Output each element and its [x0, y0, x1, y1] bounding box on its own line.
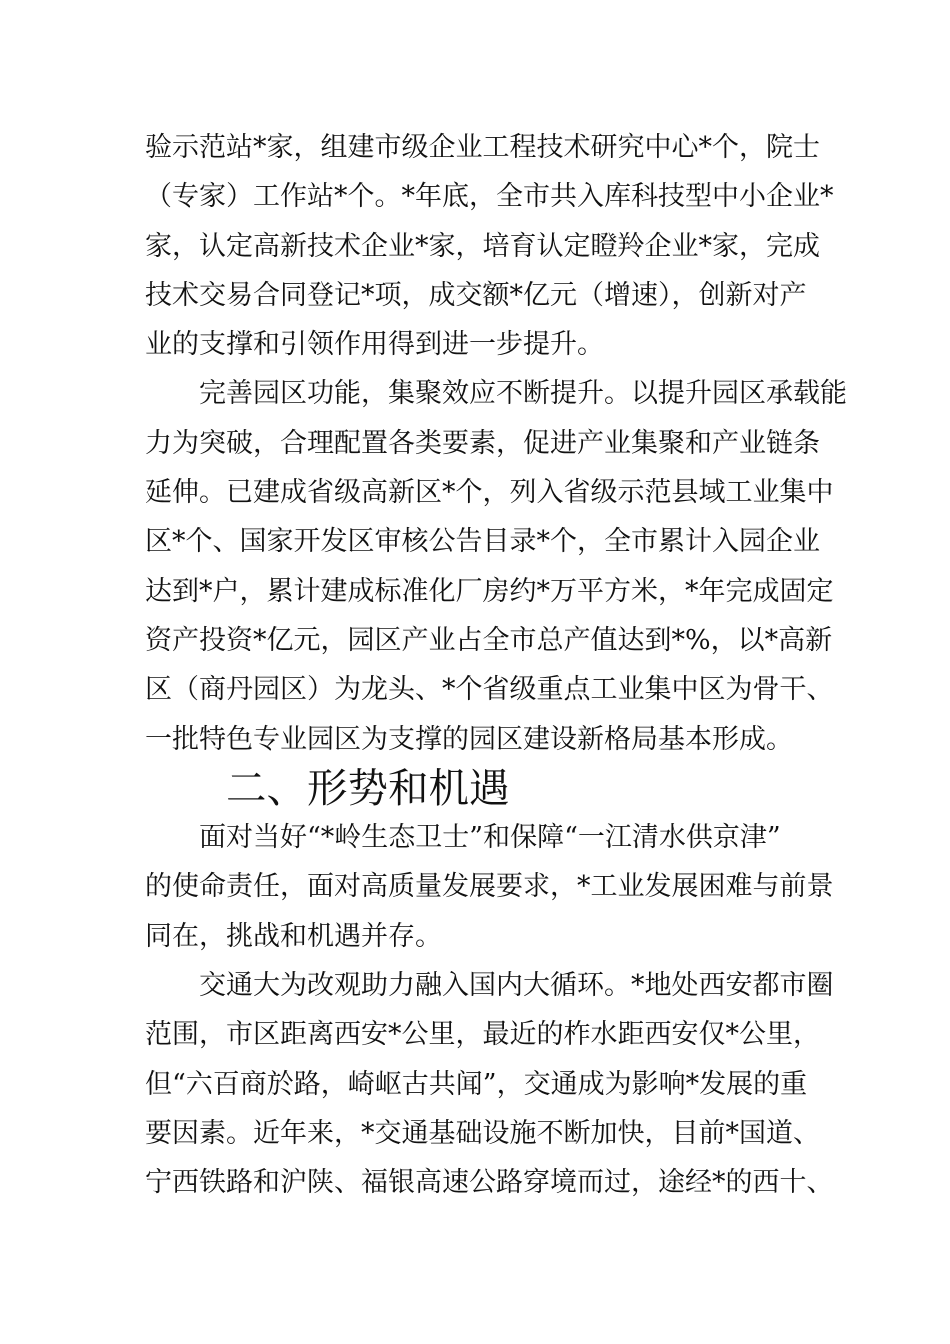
text-line: 区（商丹园区）为龙头、*个省级重点工业集中区为骨干、 — [145, 674, 834, 706]
text-line: 的使命责任，面对高质量发展要求，*工业发展困难与前景 — [145, 871, 834, 903]
text-line: 宁西铁路和沪陕、福银高速公路穿境而过，途经*的西十、 — [145, 1167, 834, 1199]
text-line: 力为突破，合理配置各类要素，促进产业集聚和产业链条 — [145, 427, 820, 459]
text-line: 面对当好“*岭生态卫士”和保障“一江清水供京津” — [199, 822, 781, 854]
section-heading-text: 二、形势和机遇 — [226, 763, 510, 812]
text-line: 要因素。近年来，*交通基础设施不断加快，目前*国道、 — [145, 1117, 820, 1149]
paragraph-innovation-results — [145, 123, 834, 369]
text-line: 交通大为改观助力融入国内大循环。*地处西安都市圈 — [199, 970, 834, 1002]
text-line: 完善园区功能，集聚效应不断提升。以提升园区承载能 — [199, 378, 847, 410]
text-line: 家，认定高新技术企业*家，培育认定瞪羚企业*家，完成 — [145, 230, 820, 262]
text-line: 但“六百商於路，崎岖古共闻”，交通成为影响*发展的重 — [145, 1068, 808, 1100]
text-line: 区*个、国家开发区审核公告目录*个，全市累计入园企业 — [145, 526, 820, 558]
text-line: 同在，挑战和机遇并存。 — [145, 920, 442, 952]
text-line: 资产投资*亿元，园区产业占全市总产值达到*%，以*高新 — [145, 624, 833, 656]
paragraph-park-functions — [145, 369, 847, 763]
text-line: 业的支撑和引领作用得到进一步提升。 — [145, 329, 604, 361]
document-body — [145, 123, 847, 1208]
section-heading — [145, 764, 810, 813]
text-line: 技术交易合同登记*项，成交额*亿元（增速），创新对产 — [145, 279, 807, 311]
text-line: 延伸。已建成省级高新区*个，列入省级示范县域工业集中 — [145, 477, 834, 509]
paragraph-transportation — [145, 961, 834, 1207]
text-line: 一批特色专业园区为支撑的园区建设新格局基本形成。 — [145, 723, 793, 755]
text-line: 验示范站*家，组建市级企业工程技术研究中心*个，院士 — [145, 132, 820, 163]
text-line: 范围，市区距离西安*公里，最近的柞水距西安仅*公里， — [145, 1019, 820, 1051]
text-line: （专家）工作站*个。*年底，全市共入库科技型中小企业* — [145, 181, 834, 213]
text-line: 达到*户，累计建成标准化厂房约*万平方米，*年完成固定 — [145, 575, 834, 607]
paragraph-mission-responsibility — [145, 813, 834, 961]
